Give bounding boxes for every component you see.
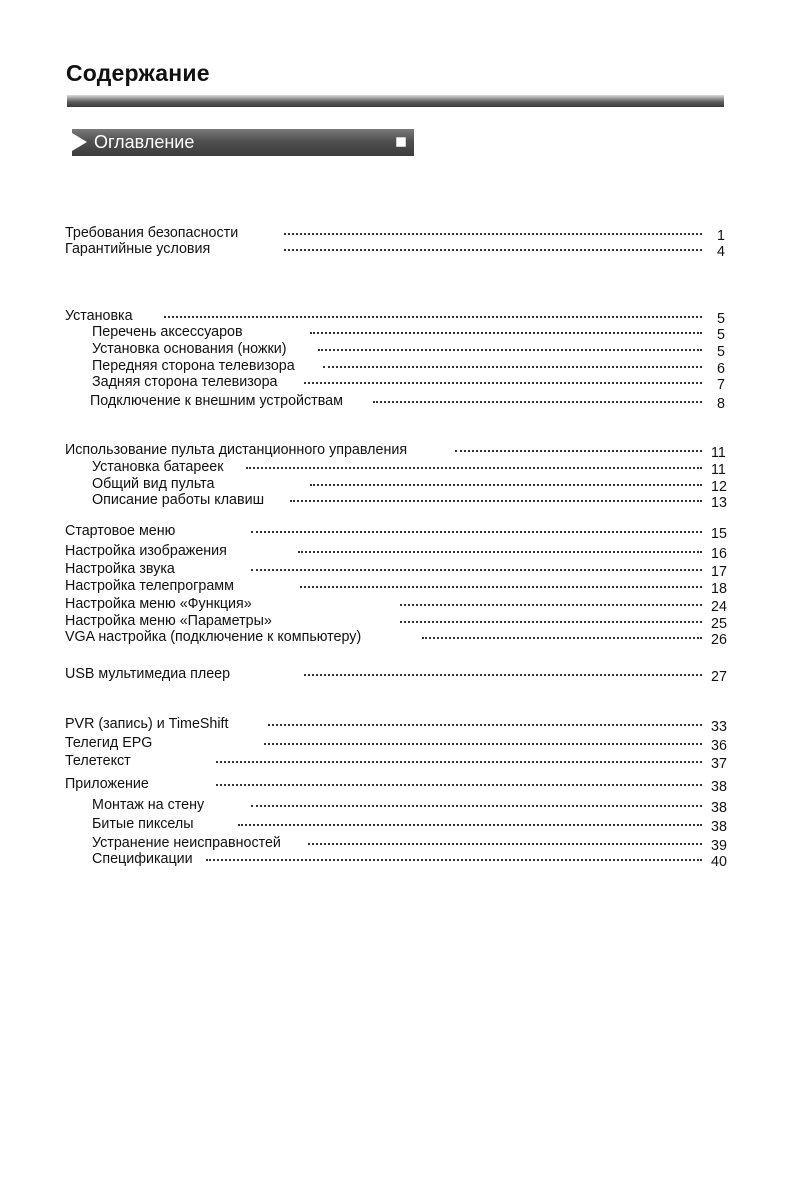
toc-entry-label: Описание работы клавиш xyxy=(92,492,265,508)
toc-entry-page: 5 xyxy=(717,327,725,343)
toc-leader-dots xyxy=(310,484,702,486)
arrow-right-icon xyxy=(72,133,87,151)
toc-entry[interactable] xyxy=(0,577,792,595)
toc-entry-page: 33 xyxy=(711,719,727,735)
toc-entry-label: Установка основания (ножки) xyxy=(92,341,287,357)
toc-entry[interactable] xyxy=(0,392,792,410)
toc-entry[interactable] xyxy=(0,458,792,476)
toc-entry[interactable] xyxy=(0,734,792,752)
toc-entry-page: 7 xyxy=(717,377,725,393)
toc-entry-label: Установка xyxy=(65,308,133,324)
toc-entry[interactable] xyxy=(0,441,792,459)
toc-leader-dots xyxy=(268,724,702,726)
toc-entry[interactable] xyxy=(0,323,792,341)
toc-entry-label: PVR (запись) и TimeShift xyxy=(65,716,229,732)
toc-entry-label: Телетекст xyxy=(65,753,131,769)
toc-leader-dots xyxy=(216,784,702,786)
toc-entry-page: 26 xyxy=(711,632,727,648)
toc-entry-page: 8 xyxy=(717,396,725,412)
toc-entry-label: Настройка телепрограмм xyxy=(65,578,234,594)
toc-entry[interactable] xyxy=(0,340,792,358)
toc-entry-page: 27 xyxy=(711,669,727,685)
toc-entry-page: 38 xyxy=(711,800,727,816)
toc-leader-dots xyxy=(298,551,702,553)
toc-entry-page: 11 xyxy=(711,445,726,461)
toc-entry-page: 38 xyxy=(711,779,727,795)
toc-entry-page: 5 xyxy=(717,311,725,327)
toc-entry-page: 1 xyxy=(717,228,725,244)
toc-leader-dots xyxy=(284,233,702,235)
section-banner xyxy=(72,129,414,156)
toc-entry-label: Монтаж на стену xyxy=(92,797,205,813)
toc-leader-dots xyxy=(310,332,702,334)
toc-entry-page: 25 xyxy=(711,616,727,632)
toc-entry-page: 16 xyxy=(711,546,727,562)
toc-entry[interactable] xyxy=(0,850,792,868)
toc-entry-label: Настройка звука xyxy=(65,561,175,577)
toc-entry[interactable] xyxy=(0,560,792,578)
toc-entry[interactable] xyxy=(0,628,792,646)
toc-entry-label: Использование пульта дистанционного управления xyxy=(65,442,408,458)
toc-entry-page: 5 xyxy=(717,344,725,360)
toc-entry-page: 6 xyxy=(717,361,725,377)
toc-entry[interactable] xyxy=(0,595,792,613)
toc-entry-label: Подключение к внешним устройствам xyxy=(90,393,343,409)
toc-entry[interactable] xyxy=(0,240,792,258)
toc-entry-label: Телегид EPG xyxy=(65,735,153,751)
toc-leader-dots xyxy=(373,401,702,403)
toc-entry-page: 37 xyxy=(711,756,727,772)
toc-entry-label: Устранение неисправностей xyxy=(92,835,281,851)
toc-leader-dots xyxy=(206,859,702,861)
toc-leader-dots xyxy=(455,450,702,452)
toc-entry-page: 4 xyxy=(717,244,725,260)
toc-leader-dots xyxy=(318,349,702,351)
toc-entry-page: 17 xyxy=(711,564,727,580)
toc-entry[interactable] xyxy=(0,752,792,770)
toc-leader-dots xyxy=(422,637,702,639)
section-banner-label: Оглавление xyxy=(94,132,195,152)
toc-entry-label: Настройка меню «Функция» xyxy=(65,596,252,612)
toc-entry[interactable] xyxy=(0,373,792,391)
toc-leader-dots xyxy=(251,531,702,533)
toc-entry-page: 39 xyxy=(711,838,727,854)
toc-leader-dots xyxy=(284,249,702,251)
toc-entry-label: USB мультимедиа плеер xyxy=(65,666,231,682)
toc-leader-dots xyxy=(264,743,702,745)
toc-leader-dots xyxy=(251,805,702,807)
toc-entry[interactable] xyxy=(0,665,792,683)
toc-leader-dots xyxy=(323,366,702,368)
toc-entry-label: Спецификации xyxy=(92,851,193,867)
toc-entry[interactable] xyxy=(0,491,792,509)
toc-entry-page: 40 xyxy=(711,854,727,870)
title-divider-bar xyxy=(67,95,724,107)
toc-entry-label: VGA настройка (подключение к компьютеру) xyxy=(65,629,362,645)
toc-entry-label: Установка батареек xyxy=(92,459,224,475)
toc-entry-label: Перечень аксессуаров xyxy=(92,324,243,340)
toc-entry-label: Требования безопасности xyxy=(65,225,239,241)
square-icon xyxy=(396,137,406,147)
toc-leader-dots xyxy=(246,467,702,469)
toc-entry-label: Приложение xyxy=(65,776,149,792)
toc-entry-label: Стартовое меню xyxy=(65,523,176,539)
toc-leader-dots xyxy=(308,843,702,845)
toc-entry-label: Задняя сторона телевизора xyxy=(92,374,278,390)
toc-entry-page: 36 xyxy=(711,738,727,754)
toc-leader-dots xyxy=(400,604,702,606)
toc-entry-label: Передняя сторона телевизора xyxy=(92,358,295,374)
toc-entry[interactable] xyxy=(0,522,792,540)
toc-entry-label: Общий вид пульта xyxy=(92,476,215,492)
toc-entry-page: 11 xyxy=(711,462,726,478)
toc-entry-page: 12 xyxy=(711,479,727,495)
toc-entry-page: 13 xyxy=(711,495,727,511)
toc-entry[interactable] xyxy=(0,815,792,833)
toc-leader-dots xyxy=(290,500,702,502)
toc-leader-dots xyxy=(304,674,702,676)
toc-entry-label: Гарантийные условия xyxy=(65,241,211,257)
page-title: Содержание xyxy=(66,60,210,86)
toc-entry-page: 38 xyxy=(711,819,727,835)
toc-entry-label: Битые пикселы xyxy=(92,816,194,832)
toc-entry-label: Настройка изображения xyxy=(65,543,227,559)
toc-leader-dots xyxy=(238,824,702,826)
toc-entry[interactable] xyxy=(0,542,792,560)
toc-entry-page: 24 xyxy=(711,599,727,615)
toc-leader-dots xyxy=(300,586,702,588)
toc-leader-dots xyxy=(251,569,702,571)
toc-entry-page: 18 xyxy=(711,581,727,597)
toc-leader-dots xyxy=(164,316,702,318)
toc-leader-dots xyxy=(304,382,702,384)
toc-entry-page: 15 xyxy=(711,526,727,542)
toc-leader-dots xyxy=(400,621,702,623)
toc-entry[interactable] xyxy=(0,715,792,733)
toc-leader-dots xyxy=(216,761,702,763)
toc-entry-label: Настройка меню «Параметры» xyxy=(65,613,272,629)
toc-entry[interactable] xyxy=(0,796,792,814)
toc-entry[interactable] xyxy=(0,775,792,793)
